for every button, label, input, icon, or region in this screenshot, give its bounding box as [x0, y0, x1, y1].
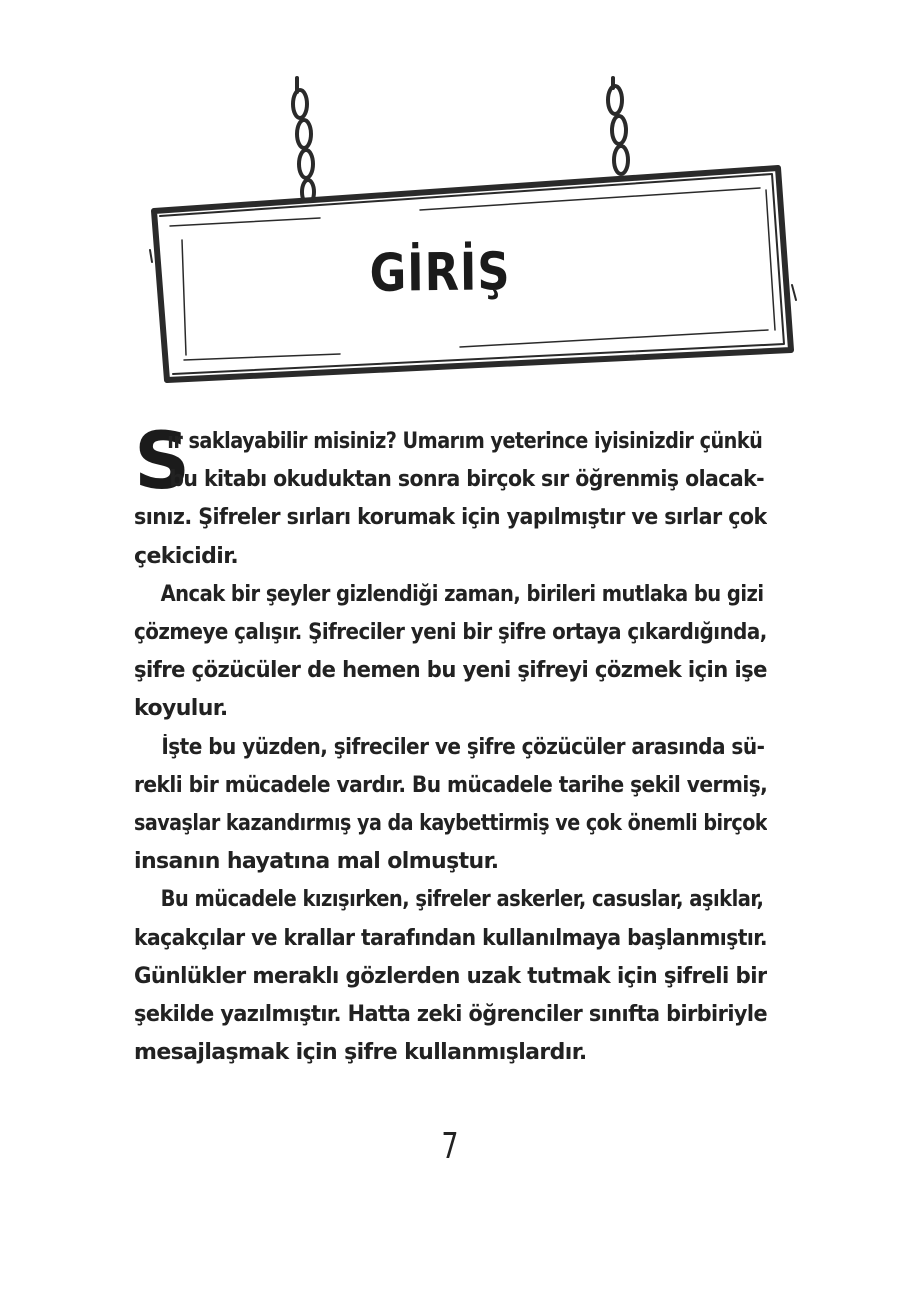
text-line: şifre çözücüler de hemen bu yeni şifreyi çözmek için işe: [134, 658, 767, 684]
drop-cap-letter: S: [134, 417, 191, 507]
paragraph-1: [134, 417, 767, 576]
text-line: mesajlaşmak için şifre kullanmışlardır.: [134, 1040, 587, 1066]
text-line: bu kitabı okuduktan sonra birçok sır öğrenmiş olacak-: [169, 467, 765, 493]
text-line: şekilde yazılmıştır. Hatta zeki öğrenciler sınıfta birbiriyle: [134, 1002, 767, 1028]
text-line: insanın hayatına mal olmuştur.: [134, 849, 499, 875]
text-line: Ancak bir şeyler gizlendiği zaman, birileri mutlaka bu gizi: [160, 581, 764, 607]
text-line: ır saklayabilir misiniz? Umarım yeterince iyisinizdir çünkü: [167, 429, 763, 454]
text-line: kaçakçılar ve krallar tarafından kullanılmaya başlanmıştır.: [134, 925, 767, 951]
text-line: çekicidir.: [134, 543, 239, 569]
text-line: koyulur.: [134, 696, 228, 722]
text-line: çözmeye çalışır. Şifreciler yeni bir şifre ortaya çıkardığında,: [134, 620, 767, 646]
text-line: İşte bu yüzden, şifreciler ve şifre çözücüler arasında sü-: [161, 734, 765, 760]
paragraph-4: [134, 881, 767, 1072]
text-line: Bu mücadele kızışırken, şifreler askerler, casuslar, aşıklar,: [160, 887, 764, 913]
left-chain-icon: [293, 78, 315, 215]
chapter-title: GİRİŞ: [369, 242, 511, 304]
text-line: Günlükler meraklı gözlerden uzak tutmak için şifreli bir: [134, 963, 767, 989]
body-text: [134, 417, 767, 1072]
text-line: sınız. Şifreler sırları korumak için yapılmıştır ve sırlar çok: [134, 505, 767, 531]
text-line: savaşlar kazandırmış ya da kaybettirmiş ve çok önemli birçok: [134, 811, 767, 837]
text-line: rekli bir mücadele vardır. Bu mücadele tarihe şekil vermiş,: [134, 772, 767, 798]
paragraph-3: [134, 729, 767, 882]
hanging-sign-illustration: [0, 0, 900, 420]
page-number: 7: [441, 1126, 459, 1167]
paragraph-2: [134, 576, 767, 729]
